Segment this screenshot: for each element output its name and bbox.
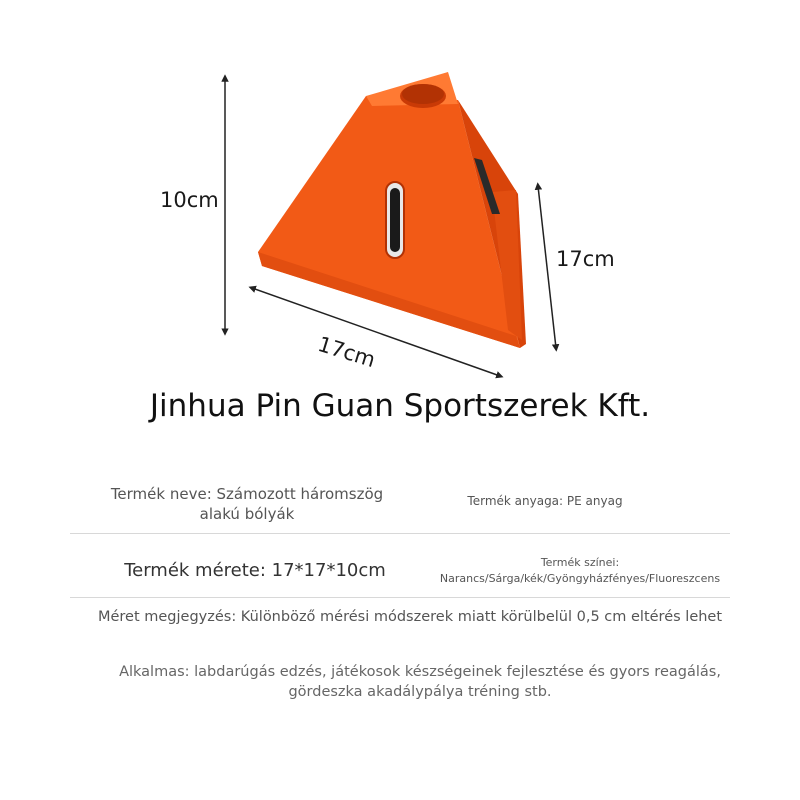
company-name: Jinhua Pin Guan Sportszerek Kft. — [149, 388, 651, 424]
usage-description — [60, 662, 780, 702]
product-name-line-2: alakú bólyák — [199, 505, 295, 523]
usage-line-1: Alkalmas: labdarúgás edzés, játékosok készségeinek fejlesztése és gyors reagálás, — [119, 664, 721, 680]
product-name-line-1: Termék neve: Számozott háromszög — [110, 485, 384, 503]
divider — [70, 597, 730, 598]
product-size: Termék mérete: 17*17*10cm — [124, 560, 386, 581]
side-length-label: 17cm — [556, 247, 615, 271]
height-label: 10cm — [160, 188, 219, 212]
product-colors-values: Narancs/Sárga/kék/Gyöngyházfényes/Fluoreszcens — [439, 572, 721, 585]
product-colors-title: Termék színei: — [540, 556, 620, 569]
usage-line-2: gördeszka akadálypálya tréning stb. — [288, 684, 552, 700]
side-arrow — [538, 186, 556, 348]
product-name — [92, 484, 402, 524]
size-note: Méret megjegyzés: Különböző mérési módszerek miatt körülbelül 0,5 cm eltérés lehet — [97, 609, 723, 625]
divider — [70, 533, 730, 534]
base-length-label: 17cm — [314, 332, 379, 373]
product-material: Termék anyaga: PE anyag — [467, 494, 623, 508]
